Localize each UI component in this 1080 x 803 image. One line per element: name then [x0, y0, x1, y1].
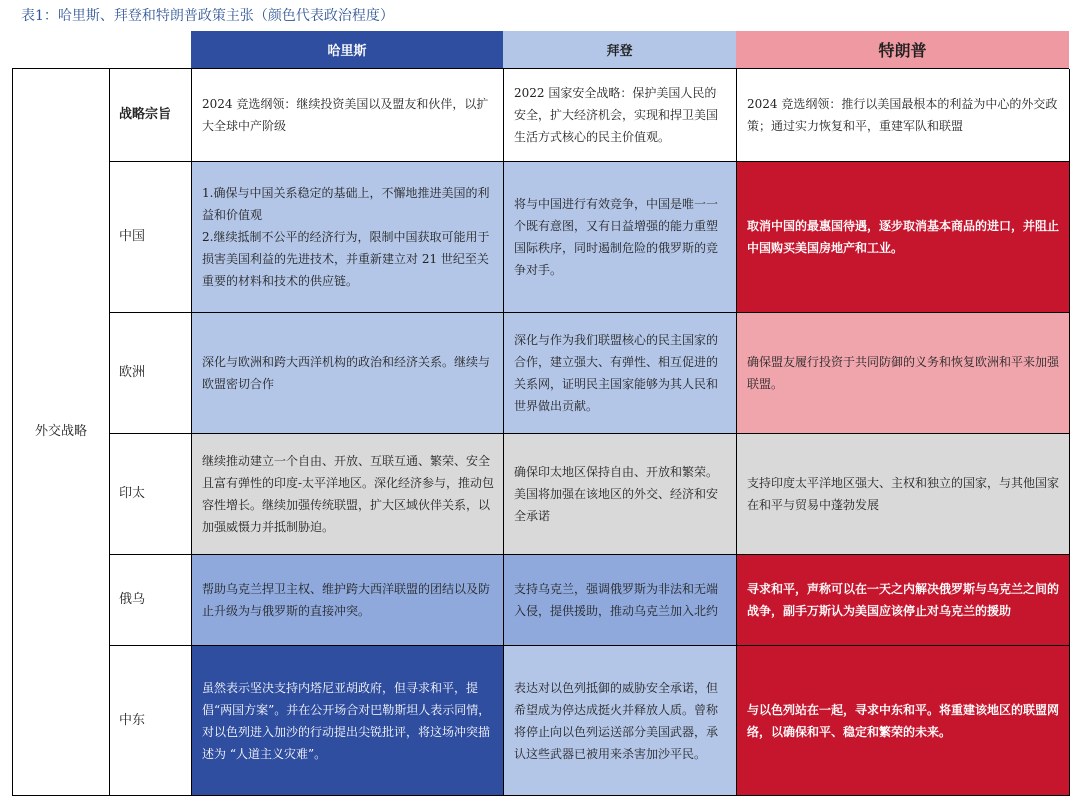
biden-europe-text: 深化与作为我们联盟核心的民主国家的合作，建立强大、有弹性、相互促进的关系网，证明民主国家能够为其人民和世界做出贡献。 — [514, 333, 719, 413]
row-label-russia-ukraine: 俄乌 — [110, 555, 192, 646]
biden-middle-east-text: 表达对以色列抵御的威胁安全承诺，但希望成为停达成挺火并释放人质。曾称将停止向以色列运送部分美国武器，承认这些武器已被用来杀害加沙平民。 — [514, 680, 719, 761]
trump-china-text: 取消中国的最惠国待遇，逐步取消基本商品的进口，并阻止中国购买美国房地产和工业。 — [747, 219, 1060, 255]
trump-russia-ukraine-text: 寻求和平，声称可以在一天之内解决俄罗斯与乌克兰之间的战争，副手万斯认为美国应该停止对乌克兰的援助 — [747, 582, 1060, 618]
harris-europe-text: 深化与欧洲和跨大西洋机构的政治和经济关系。继续与欧盟密切合作 — [202, 355, 491, 391]
biden-europe-cell — [504, 313, 737, 434]
harris-middle-east-text: 虽然表示坚决支持内塔尼亚胡政府，但寻求和平，提倡“两国方案”。并在公开场合对巴勒斯坦人表示同情，对以色列进入加沙的行动提出尖锐批评，将这场冲突描述为 “人道主义灾难”。 — [202, 680, 491, 761]
trump-strategy-text: 2024 竞选纲领：推行以美国最根本的利益为中心的外交政策；通过实力恢复和平，重建军队和联盟 — [747, 97, 1058, 133]
row-label-europe: 欧洲 — [110, 313, 192, 434]
harris-strategy-text: 2024 竞选纲领：继续投资美国以及盟友和伙伴，以扩大全球中产阶级 — [202, 97, 489, 133]
trump-russia-ukraine-cell — [737, 555, 1070, 646]
harris-middle-east-cell — [192, 646, 504, 796]
column-header-biden: 拜登 — [503, 31, 736, 68]
biden-strategy-cell — [504, 69, 737, 162]
row-label-strategy: 战略宗旨 — [110, 69, 192, 162]
harris-russia-ukraine-cell — [192, 555, 504, 646]
row-label-middle-east: 中东 — [110, 646, 192, 796]
category-cell: 外交战略 — [13, 69, 110, 796]
table-caption: 表1：哈里斯、拜登和特朗普政策主张（颜色代表政治程度） — [21, 8, 394, 24]
trump-indo-pacific-text: 支持印度太平洋地区强大、主权和独立的国家，与其他国家在和平与贸易中蓬勃发展 — [747, 476, 1060, 512]
column-header-harris: 哈里斯 — [191, 31, 503, 68]
biden-russia-ukraine-text: 支持乌克兰，强调俄罗斯为非法和无端入侵，提供援助，推动乌克兰加入北约 — [514, 582, 719, 618]
trump-china-cell — [737, 162, 1070, 313]
biden-china-text: 将与中国进行有效竞争，中国是唯一一个既有意图，又有日益增强的能力重塑国际秩序，同时遏制危险的俄罗斯的竞争对手。 — [514, 197, 719, 277]
harris-europe-cell — [192, 313, 504, 434]
biden-strategy-text: 2022 国家安全战略：保护美国人民的安全，扩大经济机会，实现和捍卫美国生活方式核心的民主价值观。 — [514, 86, 719, 144]
trump-indo-pacific-cell — [737, 434, 1070, 555]
trump-strategy-cell — [737, 69, 1070, 162]
harris-china-cell — [192, 162, 504, 313]
column-header-trump: 特朗普 — [736, 31, 1069, 68]
trump-europe-cell — [737, 313, 1070, 434]
harris-indo-pacific-text: 继续推动建立一个自由、开放、互联互通、繁荣、安全且富有弹性的印度-太平洋地区。深化经济参与，推动包容性增长。继续加强传统联盟，扩大区域伙伴关系，以加强威慑力并抵制胁迫。 — [202, 454, 495, 534]
biden-indo-pacific-text: 确保印太地区保持自由、开放和繁荣。美国将加强在该地区的外交、经济和安全承诺 — [514, 465, 719, 523]
harris-china-text: 1.确保与中国关系稳定的基础上，不懈地推进美国的利益和价值观 2.继续抵制不公平的经济行为，限制中国获取可能用于损害美国利益的先进技术，并重新建立对 21 世纪至关重要的材料和技术的供应链。 — [202, 186, 490, 288]
harris-indo-pacific-cell — [192, 434, 504, 555]
biden-indo-pacific-cell — [504, 434, 737, 555]
biden-russia-ukraine-cell — [504, 555, 737, 646]
biden-china-cell — [504, 162, 737, 313]
trump-middle-east-text: 与以色列站在一起，寻求中东和平。将重建该地区的联盟网络，以确保和平、稳定和繁荣的未来。 — [747, 702, 1060, 739]
trump-middle-east-cell — [737, 646, 1070, 796]
harris-strategy-cell — [192, 69, 504, 162]
trump-europe-text: 确保盟友履行投资于共同防御的义务和恢复欧洲和平来加强联盟。 — [747, 355, 1060, 391]
biden-middle-east-cell — [504, 646, 737, 796]
harris-russia-ukraine-text: 帮助乌克兰捍卫主权、维护跨大西洋联盟的团结以及防止升级为与俄罗斯的直接冲突。 — [202, 582, 491, 618]
row-label-indo-pacific: 印太 — [110, 434, 192, 555]
row-label-china: 中国 — [110, 162, 192, 313]
policy-table — [12, 68, 1069, 796]
